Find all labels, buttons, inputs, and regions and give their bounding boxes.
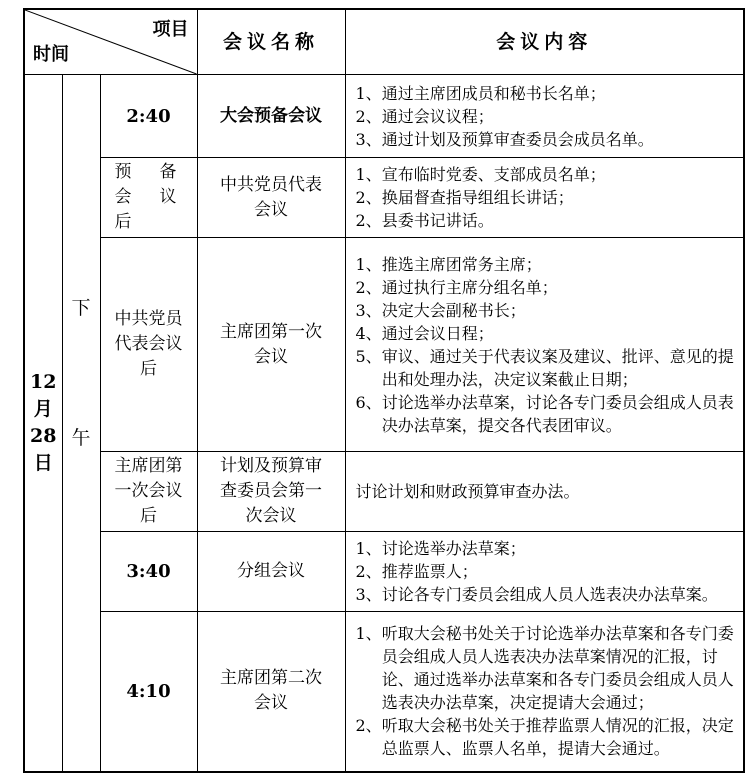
agenda-item: 3、 通过计划及预算审查委员会成员名单。 — [355, 129, 654, 149]
time-header-label: 时间 — [33, 44, 69, 65]
diagonal-header-cell — [24, 9, 197, 75]
afternoon-char-2: 午 — [71, 426, 91, 449]
agenda-item: 2、 县委书记讲话。 — [355, 211, 494, 230]
afternoon-char-1: 下 — [71, 296, 91, 319]
date-day-number: 28 — [30, 424, 57, 447]
time-cell: 预备会议后 — [100, 158, 197, 238]
item-header-label: 项目 — [152, 19, 189, 40]
agenda-item: 3、 决定大会副秘书长； — [355, 300, 526, 320]
meeting-content-header: 会议内容 — [345, 9, 744, 75]
time-cell: 中共党员代表会议后 — [100, 238, 197, 452]
meeting-content — [345, 612, 744, 772]
agenda-item: 2、 换届督查指导组组长讲话； — [355, 188, 574, 207]
date-day-char: 日 — [33, 451, 53, 474]
meeting-content — [345, 75, 744, 158]
meeting-content: 讨论计划和财政预算审查办法。 — [345, 452, 744, 532]
agenda-item: 2、 听取大会秘书处关于推荐监票人情况的汇报，决定总监票人、监票人名单，提请大会通过。 — [355, 716, 734, 759]
meeting-name-header: 会议名称 — [197, 9, 345, 75]
agenda-item: 1、 推选主席团常务主席； — [355, 254, 542, 274]
agenda-item: 2、 通过执行主席分组名单； — [355, 277, 558, 297]
meeting-name: 大会预备会议 — [197, 75, 345, 158]
meeting-content — [345, 532, 744, 612]
agenda-item: 2、 推荐监票人； — [355, 562, 478, 581]
agenda-item: 1、 宣布临时党委、支部成员名单； — [355, 165, 606, 184]
time-cell: 3:40 — [100, 532, 197, 612]
date-cell — [24, 75, 62, 772]
meeting-schedule-table — [23, 8, 745, 773]
afternoon-cell — [62, 75, 100, 772]
meeting-content — [345, 158, 744, 238]
meeting-name: 分组会议 — [197, 532, 345, 612]
meeting-name: 中共党员代表会议 — [197, 158, 345, 238]
agenda-item: 6、 讨论选举办法草案，讨论各专门委员会组成人员表决办法草案，提交各代表团审议。 — [355, 392, 734, 435]
meeting-name: 主席团第二次会议 — [197, 612, 345, 772]
agenda-item: 2、 通过会议议程； — [355, 106, 494, 126]
meeting-name: 主席团第一次会议 — [197, 238, 345, 452]
meeting-name: 计划及预算审查委员会第一次会议 — [197, 452, 345, 532]
agenda-item: 4、 通过会议日程； — [355, 323, 494, 343]
date-month-number: 12 — [30, 370, 57, 393]
date-month-char: 月 — [33, 397, 53, 420]
time-cell: 4:10 — [100, 612, 197, 772]
agenda-item: 1、 通过主席团成员和秘书长名单； — [355, 83, 606, 103]
agenda-item: 5、 审议、通过关于代表议案及建议、批评、意见的提出和处理办法，决定议案截止日期； — [355, 346, 734, 389]
agenda-item: 1、 听取大会秘书处关于讨论选举办法草案和各专门委员会组成人员人选表决办法草案情况的汇报，讨论、通过选举办法草案和各专门委员会组成人员人选表决办法草案，决定提请大会通过； — [355, 624, 734, 713]
time-cell: 主席团第一次会议后 — [100, 452, 197, 532]
agenda-item: 3、 讨论各专门委员会组成人员人选表决办法草案。 — [355, 585, 718, 604]
time-cell: 2:40 — [100, 75, 197, 158]
agenda-item: 1、 讨论选举办法草案； — [355, 539, 526, 558]
meeting-content — [345, 238, 744, 452]
